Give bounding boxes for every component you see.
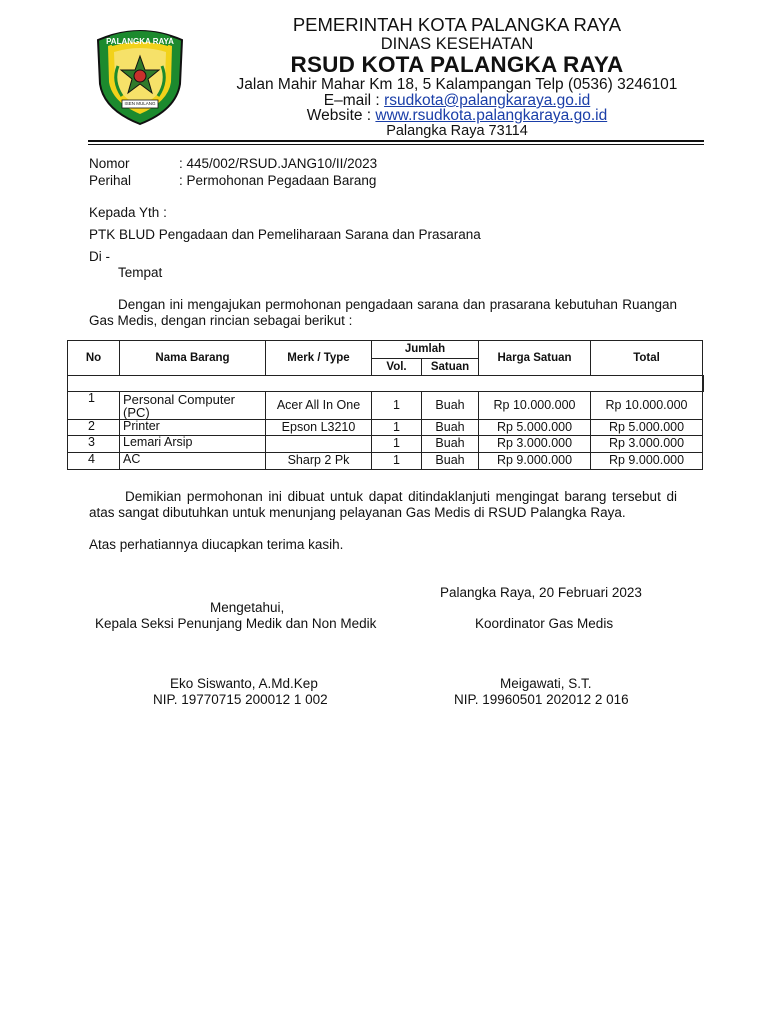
email-link[interactable]: rsudkota@palangkaraya.go.id: [384, 92, 591, 109]
cell-satuan: Buah: [422, 453, 479, 470]
cell-total: Rp 3.000.000: [591, 436, 703, 453]
logo-text: PALANGKA RAYA: [106, 37, 174, 46]
table-row: [68, 392, 703, 420]
closing-paragraph: Demikian permohonan ini dibuat untuk dapat ditindaklanjuti mengingat barang tersebut di atas sangat dibutuhkan untuk menunjang pelayanan Gas Medis di RSUD Palangka Raya.: [89, 489, 677, 520]
thanks-line: Atas perhatiannya diucapkan terima kasih.: [89, 537, 344, 552]
cell-total: Rp 5.000.000: [591, 420, 703, 436]
di-line: Di -: [89, 249, 110, 264]
perihal-value: : Permohonan Pegadaan Barang: [179, 173, 377, 188]
cell-merk: Acer All In One: [266, 392, 372, 420]
col-no-header: No: [68, 341, 120, 376]
cell-vol: 1: [372, 436, 422, 453]
cell-merk: Sharp 2 Pk: [266, 453, 372, 470]
cell-nama: Printer: [120, 420, 266, 436]
cell-total: Rp 10.000.000: [591, 392, 703, 420]
table-row: [68, 420, 703, 436]
nomor-value: : 445/002/RSUD.JANG10/II/2023: [179, 156, 378, 171]
cell-no: 4: [68, 453, 120, 470]
city-logo: [92, 26, 188, 126]
cell-no: 2: [68, 420, 120, 436]
header-department: DINAS KESEHATAN: [380, 35, 534, 53]
recipient: PTK BLUD Pengadaan dan Pemeliharaan Sarana dan Prasarana: [89, 227, 481, 242]
header-address: Jalan Mahir Mahar Km 18, 5 Kalampangan Telp (0536) 3246101: [236, 76, 678, 93]
col-vol-header: Vol.: [372, 359, 422, 376]
cell-nama: Lemari Arsip: [120, 436, 266, 453]
cell-harga: Rp 9.000.000: [479, 453, 591, 470]
col-harga-header: Harga Satuan: [479, 341, 591, 376]
cell-harga: Rp 5.000.000: [479, 420, 591, 436]
email-label: E–mail :: [323, 92, 385, 109]
col-nama-header: Nama Barang: [120, 341, 266, 376]
mengetahui: Mengetahui,: [210, 600, 285, 615]
cell-nama: Personal Computer (PC): [120, 392, 266, 420]
intro-paragraph: Dengan ini mengajukan permohonan pengadaan sarana dan prasarana kebutuhan Ruangan Gas Medis, dengan rincian sebagai berikut :: [89, 297, 677, 328]
cell-harga: Rp 10.000.000: [479, 392, 591, 420]
header-government: PEMERINTAH KOTA PALANGKA RAYA: [292, 14, 622, 35]
left-signatory-name: Eko Siswanto, A.Md.Kep: [170, 676, 318, 691]
cell-vol: 1: [372, 392, 422, 420]
right-signatory-nip: NIP. 19960501 202012 2 016: [454, 692, 629, 707]
greeting: Kepada Yth :: [89, 205, 167, 220]
perihal-label: Perihal: [89, 173, 132, 188]
cell-satuan: Buah: [422, 392, 479, 420]
left-signatory-nip: NIP. 19770715 200012 1 002: [153, 692, 328, 707]
col-total-header: Total: [591, 341, 703, 376]
website-label: Website :: [306, 107, 376, 124]
table-row: [68, 453, 703, 470]
header-website-line: [190, 108, 724, 124]
items-table: [67, 340, 704, 470]
cell-satuan: Buah: [422, 436, 479, 453]
cell-nama: AC: [120, 453, 266, 470]
nomor-label: Nomor: [89, 156, 130, 171]
table-header-row: [68, 341, 703, 359]
cell-vol: 1: [372, 453, 422, 470]
cell-no: 3: [68, 436, 120, 453]
col-satuan-header: Satuan: [422, 359, 479, 376]
header-hospital: RSUD KOTA PALANGKA RAYA: [290, 52, 624, 77]
cell-total: Rp 9.000.000: [591, 453, 703, 470]
col-merk-header: Merk / Type: [266, 341, 372, 376]
header-divider-thin: [88, 144, 704, 145]
cell-harga: Rp 3.000.000: [479, 436, 591, 453]
right-signatory-title: Koordinator Gas Medis: [475, 616, 614, 631]
header-divider: [88, 140, 704, 142]
table-row: [68, 436, 703, 453]
tempat-line: Tempat: [118, 265, 163, 280]
logo-motto: ISEN MULANG: [124, 101, 156, 106]
website-link[interactable]: www.rsudkota.palangkaraya.go.id: [375, 107, 608, 124]
place-date: Palangka Raya, 20 Februari 2023: [440, 585, 642, 600]
cell-merk: Epson L3210: [266, 420, 372, 436]
right-signatory-name: Meigawati, S.T.: [500, 676, 592, 691]
cell-satuan: Buah: [422, 420, 479, 436]
cell-merk: [266, 436, 372, 453]
cell-no: 1: [68, 392, 120, 420]
cell-vol: 1: [372, 420, 422, 436]
col-jumlah-header: Jumlah: [372, 341, 479, 359]
header-city: Palangka Raya 73114: [386, 123, 528, 139]
left-signatory-title: Kepala Seksi Penunjang Medik dan Non Medik: [95, 616, 377, 631]
table-spacer-row: [68, 376, 703, 392]
